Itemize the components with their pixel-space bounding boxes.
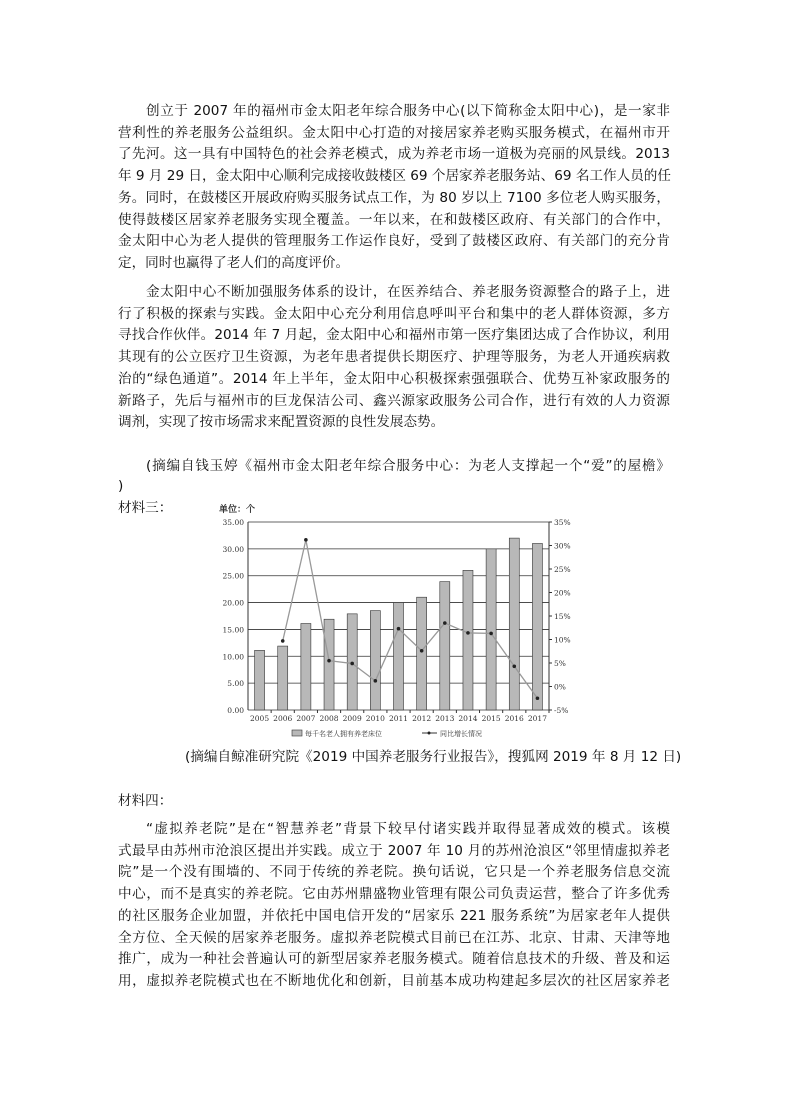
material-4-label: 材料四： bbox=[118, 793, 173, 809]
y2-tick-label: 15% bbox=[554, 612, 571, 621]
x-tick-label: 2007 bbox=[296, 714, 316, 723]
bar bbox=[394, 603, 404, 710]
legend-bar-label: 每千名老人拥有养老床位 bbox=[305, 730, 382, 738]
y-tick-label: 35.00 bbox=[222, 518, 244, 527]
growth-line bbox=[283, 540, 538, 698]
growth-point bbox=[374, 679, 378, 683]
growth-point bbox=[489, 632, 493, 636]
bar-line-chart bbox=[215, 500, 585, 740]
y2-tick-label: 10% bbox=[554, 635, 571, 645]
growth-point bbox=[281, 639, 285, 643]
legend-line-marker bbox=[428, 732, 431, 735]
text-line: 创立于 2007 年的福州市金太阳老年综合服务中心(以下简称金太阳中心)，是一家非 bbox=[146, 103, 670, 119]
bar bbox=[324, 619, 334, 710]
text-line: 新路子，先后与福州市的巨龙保洁公司、鑫兴源家政服务公司合作，进行有效的人力资源 bbox=[118, 392, 670, 409]
growth-point bbox=[466, 631, 470, 635]
y-tick-label: 0.00 bbox=[227, 706, 244, 715]
x-tick-label: 2005 bbox=[250, 714, 270, 723]
source-citation-2-end: ) bbox=[118, 478, 124, 494]
y-tick-label: 20.00 bbox=[222, 598, 244, 608]
growth-point bbox=[304, 538, 308, 542]
y2-tick-label: 5% bbox=[554, 659, 566, 668]
bar bbox=[370, 611, 380, 710]
x-tick-label: 2014 bbox=[458, 714, 478, 723]
y-tick-label: 5.00 bbox=[227, 679, 244, 689]
text-line: 用，虚拟养老院模式也在不断地优化和创新，目前基本成功构建起多层次的社区居家养老 bbox=[118, 972, 670, 989]
source-citation-3: (摘编自鲸准研究院《2019 中国养老服务行业报告》，搜狐网 2019 年 8 月 12 日) bbox=[185, 749, 682, 765]
bar bbox=[486, 549, 496, 710]
bar bbox=[255, 650, 265, 710]
growth-point bbox=[443, 621, 447, 625]
y-tick-label: 30.00 bbox=[222, 544, 244, 554]
growth-point bbox=[350, 662, 354, 666]
legend-bar-swatch bbox=[292, 730, 302, 736]
text-line: 的社区服务企业加盟，并依托中国电信开发的“居家乐 221 服务系统”为居家老年人提供 bbox=[118, 907, 670, 924]
text-line: 式最早由苏州市沧浪区提出并实践。成立于 2007 年 10 月的苏州沧浪区“邻里情虚拟养老 bbox=[118, 842, 670, 859]
y-tick-label: 10.00 bbox=[222, 652, 244, 662]
growth-point bbox=[536, 696, 540, 700]
material-3-label: 材料三： bbox=[118, 500, 173, 516]
text-line: 金太阳中心不断加强服务体系的设计，在医养结合、养老服务资源整合的路子上，进 bbox=[146, 284, 670, 300]
text-line: 金太阳中心为老人提供的管理服务工作运作良好，受到了鼓楼区政府、有关部门的充分肯 bbox=[118, 233, 670, 250]
growth-point bbox=[397, 627, 401, 631]
text-line: 定，同时也赢得了老人们的高度评价。 bbox=[118, 254, 350, 271]
text-line: 全方位、全天候的居家养老服务。虚拟养老院模式目前已在江苏、北京、甘肃、天津等地 bbox=[118, 929, 670, 946]
x-tick-label: 2008 bbox=[319, 714, 339, 723]
x-tick-label: 2013 bbox=[435, 714, 455, 723]
text-line: 寻找合作伙伴。2014 年 7 月起，金太阳中心和福州市第一医疗集团达成了合作协议，利用 bbox=[118, 327, 670, 344]
growth-point bbox=[327, 659, 331, 663]
source-citation-2: (摘编自钱玉婷《福州市金太阳老年综合服务中心：为老人支撑起一个“爱”的屋檐》 bbox=[146, 458, 670, 474]
y2-tick-label: 25% bbox=[554, 565, 571, 574]
text-line: 务。同时，在鼓楼区开展政府购买服务试点工作，为 80 岁以上 7100 多位老人购买服务， bbox=[118, 189, 670, 206]
growth-point bbox=[420, 649, 424, 653]
bar bbox=[463, 570, 473, 710]
bar bbox=[440, 582, 450, 710]
y2-tick-label: 30% bbox=[554, 541, 571, 551]
text-line: 使得鼓楼区居家养老服务实现全覆盖。一年以来，在和鼓楼区政府、有关部门的合作中， bbox=[118, 211, 670, 228]
x-tick-label: 2015 bbox=[481, 714, 501, 723]
text-line: 行了积极的探索与实践。金太阳中心充分利用信息呼叫平台和集中的老人群体资源，多方 bbox=[118, 305, 670, 322]
text-line: 其现有的公立医疗卫生资源，为老年患者提供长期医疗、护理等服务，为老人开通疾病救 bbox=[118, 349, 670, 366]
text-line: 营利性的养老服务公益组织。金太阳中心打造的对接居家养老购买服务模式，在福州市开 bbox=[118, 124, 670, 141]
legend-line-label: 同比增长情况 bbox=[440, 730, 482, 738]
y-tick-label: 15.00 bbox=[222, 625, 244, 635]
x-tick-label: 2012 bbox=[412, 714, 432, 723]
x-tick-label: 2009 bbox=[342, 714, 362, 723]
growth-point bbox=[512, 664, 516, 668]
text-line: “虚拟养老院”是在“智慧养老”背景下较早付诸实践并取得显著成效的模式。该模 bbox=[146, 821, 670, 837]
y2-tick-label: 20% bbox=[554, 588, 571, 598]
bar bbox=[278, 646, 288, 710]
bar bbox=[301, 624, 311, 710]
y2-tick-label: 35% bbox=[554, 518, 571, 527]
y-tick-label: 25.00 bbox=[222, 571, 244, 581]
bar bbox=[509, 538, 519, 710]
y2-tick-label: -5% bbox=[554, 706, 569, 715]
x-tick-label: 2017 bbox=[527, 714, 547, 723]
text-line: 推广，成为一种社会普遍认可的新型居家养老服务模式。随着信息技术的升级、普及和运 bbox=[118, 951, 670, 968]
text-line: 中心，而不是真实的养老院。它由苏州鼎盛物业管理有限公司负责运营，整合了许多优秀 bbox=[118, 886, 670, 903]
x-tick-label: 2016 bbox=[504, 714, 524, 723]
x-tick-label: 2011 bbox=[388, 714, 409, 723]
text-line: 年 9 月 29 日，金太阳中心顺利完成接收鼓楼区 69 个居家养老服务站、69 名工作人员的任 bbox=[118, 168, 671, 185]
bar bbox=[417, 597, 427, 710]
unit-label: 单位：个 bbox=[219, 505, 256, 515]
x-tick-label: 2006 bbox=[273, 714, 293, 723]
text-line: 治的“绿色通道”。2014 年上半年，金太阳中心积极探索强强联合、优势互补家政服务的 bbox=[118, 370, 670, 387]
text-line: 了先河。这一具有中国特色的社会养老模式，成为养老市场一道极为亮丽的风景线。2013 bbox=[118, 146, 670, 163]
bar bbox=[532, 543, 542, 710]
text-line: 调剂，实现了按市场需求来配置资源的良性发展态势。 bbox=[118, 414, 445, 431]
text-line: 院”是一个没有围墙的、不同于传统的养老院。换句话说，它只是一个养老服务信息交流 bbox=[118, 864, 670, 881]
y2-tick-label: 0% bbox=[554, 682, 566, 692]
x-tick-label: 2010 bbox=[365, 714, 385, 723]
